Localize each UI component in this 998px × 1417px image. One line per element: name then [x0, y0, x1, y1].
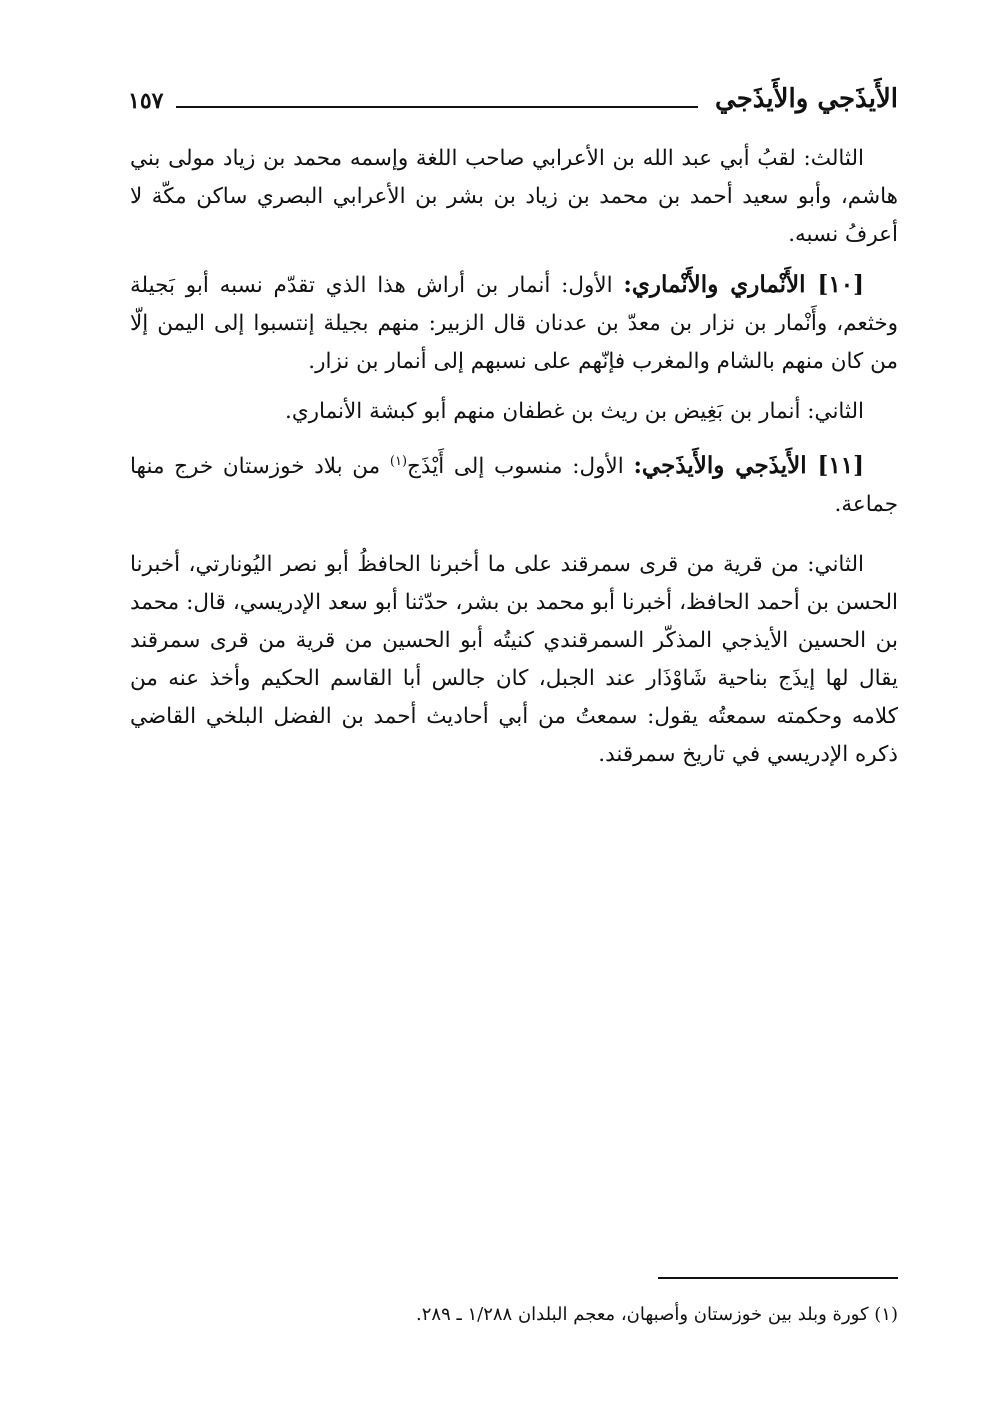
- page-number: ١٥٧: [128, 88, 164, 114]
- paragraph-second-meaning: [130, 546, 898, 774]
- entry-10: [130, 266, 898, 381]
- paragraph-text: الثاني: من قرية من قرى سمرقند على ما أخبرنا الحافظُ أبو نصر اليُونارتي، أخبرنا الحسن بن أحمد الحافظ، أخبرنا أبو محمد بن بشر، حدّثنا أبو سعد الإدريسي، قال: محمد بن الحسين الأيذجي المذكّر السمرقندي كنيتُه أبو الحسين من قرية من قرى سمرقند يقال لها إيذَج بناحية شَاوْذَار عند الجبل، كان جالس أبا القاسم الحكيم وأخذ عنه من كلامه وحكمته سمعتُه يقول: سمعتُ من أبي أحاديث أحمد بن الفضل البلخي القاضي ذكره الإدريسي في تاريخ سمرقند.: [130, 552, 898, 768]
- header-rule: [176, 106, 698, 108]
- footnote-reference: (١): [389, 454, 408, 469]
- page-header: [128, 82, 898, 122]
- entry-heading: [١١] الأَيذَجي والأَيذَجي:: [633, 452, 865, 480]
- paragraph-second-meaning: [130, 393, 898, 431]
- entry-11: [130, 443, 898, 524]
- paragraph-text: الثاني: أنمار بن بَغِيض بن ريث بن غطفان منهم أبو كبشة الأنماري.: [285, 399, 864, 424]
- running-title: الأَيذَجي والأَيذَجي: [715, 84, 898, 114]
- paragraph-text: من بلاد خوزستان خرج منها جماعة.: [130, 454, 898, 518]
- paragraph-third-meaning: [130, 140, 898, 254]
- main-text: [130, 140, 898, 774]
- footnote: (١) كورة وبلد بين خوزستان وأصبهان، معجم البلدان ١/٢٨٨ ـ ٢٨٩.: [416, 1304, 898, 1325]
- paragraph-text: الأول: أنمار بن أراش هذا الذي تقدّم نسبه أبو بَجيلة وخثعم، وأَنْمار بن نزار بن معدّ بن عدنان قال الزبير: منهم بجيلة إنتسبوا إلى اليمن إلّا من كان منهم بالشام والمغرب فإنّهم على نسبهم إلى أنمار بن نزار.: [130, 273, 898, 374]
- paragraph-text: الثالث: لقبُ أبي عبد الله بن الأعرابي صاحب اللغة وإسمه محمد بن زياد مولى بني هاشم، وأبو سعيد أحمد بن محمد بن زياد بن بشر بن الأعرابي البصري ساكن مكّة لا أعرفُ نسبه.: [130, 146, 898, 247]
- paragraph-text: الأول: منسوب إلى أَيْذَج: [407, 454, 634, 480]
- entry-heading: [١٠] الأَنْماري والأَنْماري:: [623, 271, 864, 298]
- footnote-rule: [658, 1277, 898, 1279]
